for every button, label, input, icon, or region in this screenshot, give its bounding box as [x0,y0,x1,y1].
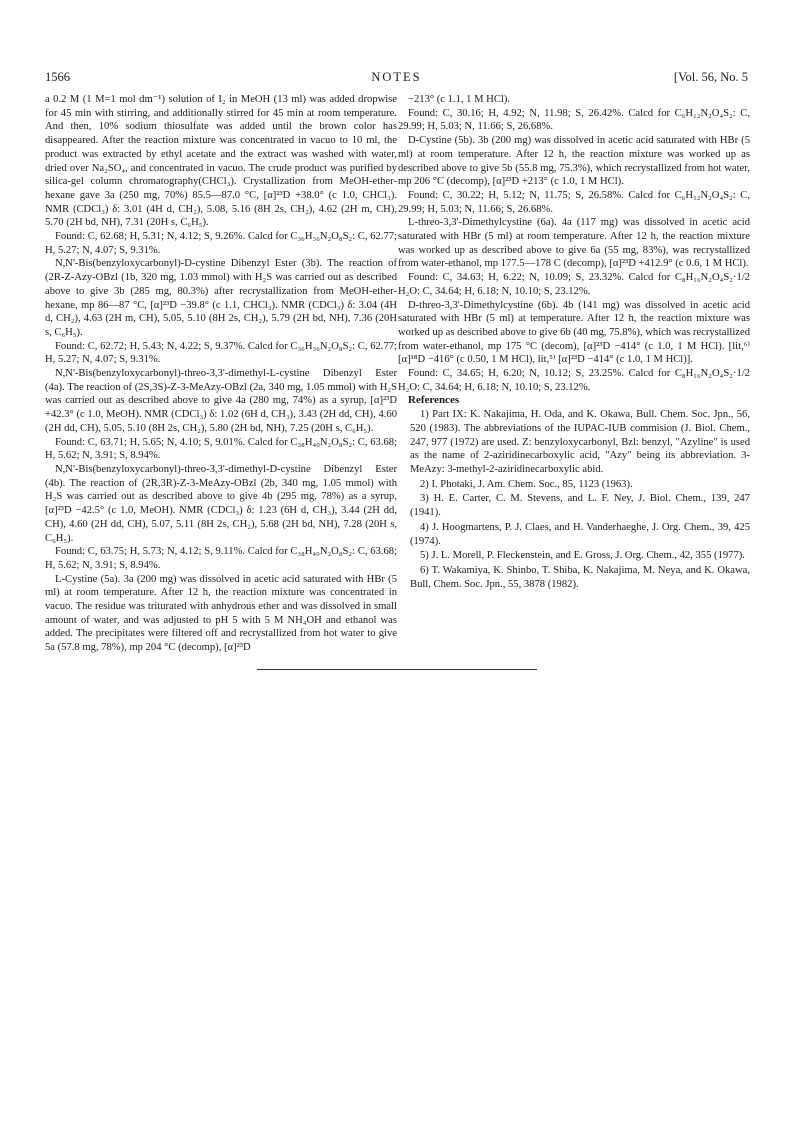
references-list [398,408,750,591]
paragraph-compound-6b: D-threo-3,3'-Dimethylcystine (6b). 4b (141 mg) was dissolved in acetic acid saturated with HBr (5 ml) at temperature. After 12 h, the reaction mixture was worked up as described above to give 6b (40 mg, 75.8%), which was recrystallized from water-ethanol, mp 175 °C (decom), [α]²³D −414° (c 1.0, 1 M HCl). [lit,⁶⁾ [α]¹⁸D −416° (c 0.50, 1 M HCl), lit,⁵⁾ [α]²³D −414° (c 1.0, 1 M HCl)]. [398,299,750,366]
paragraph-compound-4b: N,N'-Bis(benzyloxycarbonyl)-threo-3,3'-dimethyl-D-cystine Dibenzyl Ester (4b). The reaction of (2R,3R)-Z-3-MeAzy-OBzl (2b, 340 mg, 1.05 mmol) with H₂S was carried out as described above to give 4b (295 mg, 78%) as a syrup, [α]²³D −42.5° (c 1.0, MeOH). NMR (CDCl₃) δ: 1.23 (6H d, CH₃), 3.44 (2H dd, CH), 4.60 (2H dd, CH), 5.07, 5.11 (8H 2s, CH₂), 5.68 (2H bd, NH), 7.28 (20H s, C₆H₅). [45,463,397,544]
paragraph-compound-4a: N,N'-Bis(benzyloxycarbonyl)-threo-3,3'-dimethyl-L-cystine Dibenzyl Ester (4a). The reaction of (2S,3S)-Z-3-MeAzy-OBzl (2a, 340 mg, 1.05 mmol) with H₂S was carried out as described above to give 4a (280 mg, 74%) as a syrup, [α]²³D +42.3° (c 1.0, MeOH). NMR (CDCl₃) δ: 1.02 (6H d, CH₃), 3.43 (2H dd, CH), 4.60 (2H dd, CH), 5.05, 5.10 (8H 2s, CH₂), 5.80 (2H bd, NH), 7.25 (20H s, C₆H₅). [45,368,397,434]
volume-label: [Vol. 56, No. 5 [673,70,748,84]
paragraph-analysis-5a: Found: C, 30.16; H, 4.92; N, 11.98; S, 26.42%. Calcd for C₆H₁₂N₂O₄S₂: C, 29.99; H, 5.03; N, 11.66; S, 26.68%. [398,107,750,133]
reference-item: 6) T. Wakamiya, K. Shinbo, T. Shiba, K. Nakajima, M. Neya, and K. Okawa, Bull. Chem. Soc. Jpn., 55, 3878 (1982). [410,564,750,590]
paragraph-analysis-3b: Found: C, 62.72; H, 5.43; N, 4.22; S, 9.37%. Calcd for C₃₆H₃₆N₂O₈S₂: C, 62.77; H, 5.27; N, 4.07; S, 9.31%. [45,340,397,366]
reference-item: 2) I. Photaki, J. Am. Chem. Soc., 85, 1123 (1963). [420,478,633,490]
reference-item: 4) J. Hoogmartens, P. J. Claes, and H. Vanderhaeghe, J. Org. Chem., 39, 425 (1974). [410,521,750,547]
reference-item: 5) J. L. Morell, P. Fleckenstein, and E. Gross, J. Org. Chem., 42, 355 (1977). [420,550,745,562]
section-title: NOTES [371,70,422,84]
paragraph-compound-5a: L-Cystine (5a). 3a (200 mg) was dissolved in acetic acid saturated with HBr (5 ml) at room temperature. After 12 h, the reaction mixture was concentrated in vacuo. The residue was triturated with anhydrous ether and was dissolved in small amount of water, and was adjusted to pH 5 with 5 M NH₄OH and ethanol was added. The precipitates were filtered off and recrystallized from hot water to give 5a (57.8 mg, 78%), mp 204 °C (decomp), [α]²³D [45,573,397,654]
reference-item: 1) Part IX: K. Nakajima, H. Oda, and K. Okawa, Bull. Chem. Soc. Jpn., 56, 520 (1983). The abbreviations of the IUPAC-IUB commision (J. Biol. Chem., 247, 977 (1972) are used. Z: benzyloxycarbonyl, Bzl: benzyl, "Azyline" is used as the name of 2-aziridinecarboxylic acid, "Azy" being its abbreviation. 3-MeAzy: 3-methyl-2-aziridinecarboxylic abid. [410,409,750,475]
paragraph-analysis-6b: Found: C, 34.65; H, 6.20; N, 10.12; S, 23.25%. Calcd for C₈H₁₆N₂O₄S₂·1/2 H₂O: C, 34.64; H, 6.18; N, 10.10; S, 23.12%. [398,368,750,393]
paragraph-continuation-5a: −213° (c 1.1, 1 M HCl). [408,94,511,105]
reference-item: 3) H. E. Carter, C. M. Stevens, and L. F. Ney, J. Biol. Chem., 139, 247 (1941). [410,493,750,519]
end-rule [257,669,537,670]
right-column [398,93,750,591]
page-number: 1566 [45,70,70,84]
paragraph-compound-3b: N,N'-Bis(benzyloxycarbonyl)-D-cystine Dibenzyl Ester (3b). The reaction of (2R-Z-Azy-OBzl (1b, 320 mg, 1.03 mmol) with H₂S was carried out as described above to give 3b (285 mg, 80.3%) after recrystallization from MeOH-ether-hexane, mp 86—87 °C, [α]²³D −39.8° (c 1.1, CHCl₃). NMR (CDCl₃) δ: 3.04 (4H d, CH₂), 4.63 (2H m, CH), 5.05, 5.10 (8H 2s, CH₂), 5.79 (2H bd, NH), 7.36 (20H s, C₆H₅). [45,258,397,338]
paragraph-analysis-3a: Found: C, 62.68; H, 5.31; N, 4.12; S, 9.26%. Calcd for C₃₆H₃₆N₂O₈S₂: C, 62.77; H, 5.27; N, 4.07; S, 9.31%. [45,231,397,256]
paragraph-compound-6a: L-threo-3,3'-Dimethylcystine (6a). 4a (117 mg) was dissolved in acetic acid saturated with HBr (5 ml) at room temperature. After 12 h, the reaction mixture was worked up as described above to give 6a (55 mg, 83%), was recrystallized from water-ethanol, mp 177.5—178 C (decomp), [α]²³D +412.9° (c 0.6, 1 M HCl). [398,217,750,270]
paragraph-analysis-4a: Found: C, 63.71; H, 5.65; N, 4.10; S, 9.01%. Calcd for C₃₈H₄₀N₂O₈S₂: C, 63.68; H, 5.62; N, 3.91; S, 8.94%. [45,436,397,462]
left-column [45,93,397,655]
paragraph-compound-5b: D-Cystine (5b). 3b (200 mg) was dissolved in acetic acid saturated with HBr (5 ml) at room temperature. After 12 h, the reaction mixture was worked up as described above to give 5b (55.8 mg, 75.3%), which recrystallized from hot water, mp 206 °C (decomp), [α]²³D +213° (c 1.0, 1 M HCl). [398,135,750,188]
paragraph-analysis-4b: Found: C, 63.75; H, 5.73; N, 4.12; S, 9.11%. Calcd for C₃₈H₄₀N₂O₈S₂: C, 63.68; H, 5.62; N, 3.91; S, 8.94%. [45,546,397,571]
references-heading: References [408,394,460,407]
paragraph-analysis-5b: Found: C, 30.22; H, 5.12; N, 11.75; S, 26.58%. Calcd for C₆H₁₂N₂O₄S₂: C, 29.99; H, 5.03; N, 11.66; S, 26.68%. [398,189,750,215]
paragraph-procedure-3a: a 0.2 M (1 M=1 mol dm⁻¹) solution of I₂ in MeOH (13 ml) was added dropwise for 45 min with stirring, and additionally stirred for 45 min at room temperature. And then, 10% sodium thiosulfate was added until the brown color has disappeared. After the reaction mixture was concentrated in vacuo to 10 ml, the product was extracted by ethyl acetate and the extract was washed with water, dried over Na₂SO₄, and concentrated in vacuo. The crude product was purified by silica-gel column chromatography(CHCl₃). Crystallization from MeOH-ether-hexane gave 3a (250 mg, 70%) 85.5—87.0 °C, [α]²³D +38.0° (c 1.0, CHCl₃). NMR (CDCl₃) δ: 3.01 (4H d, CH₂), 5.08, 5.16 (8H 2s, CH₂), 4.62 (2H m, CH), 5.70 (2H bd, NH), 7.31 (20H s, C₆H₅). [45,94,397,229]
paragraph-analysis-6a: Found: C, 34.63; H, 6.22; N, 10.09; S, 23.32%. Calcd for C₈H₁₆N₂O₄S₂·1/2 H₂O: C, 34.64; H, 6.18; N, 10.10; S, 23.12%. [398,272,750,297]
page-header [45,70,748,88]
